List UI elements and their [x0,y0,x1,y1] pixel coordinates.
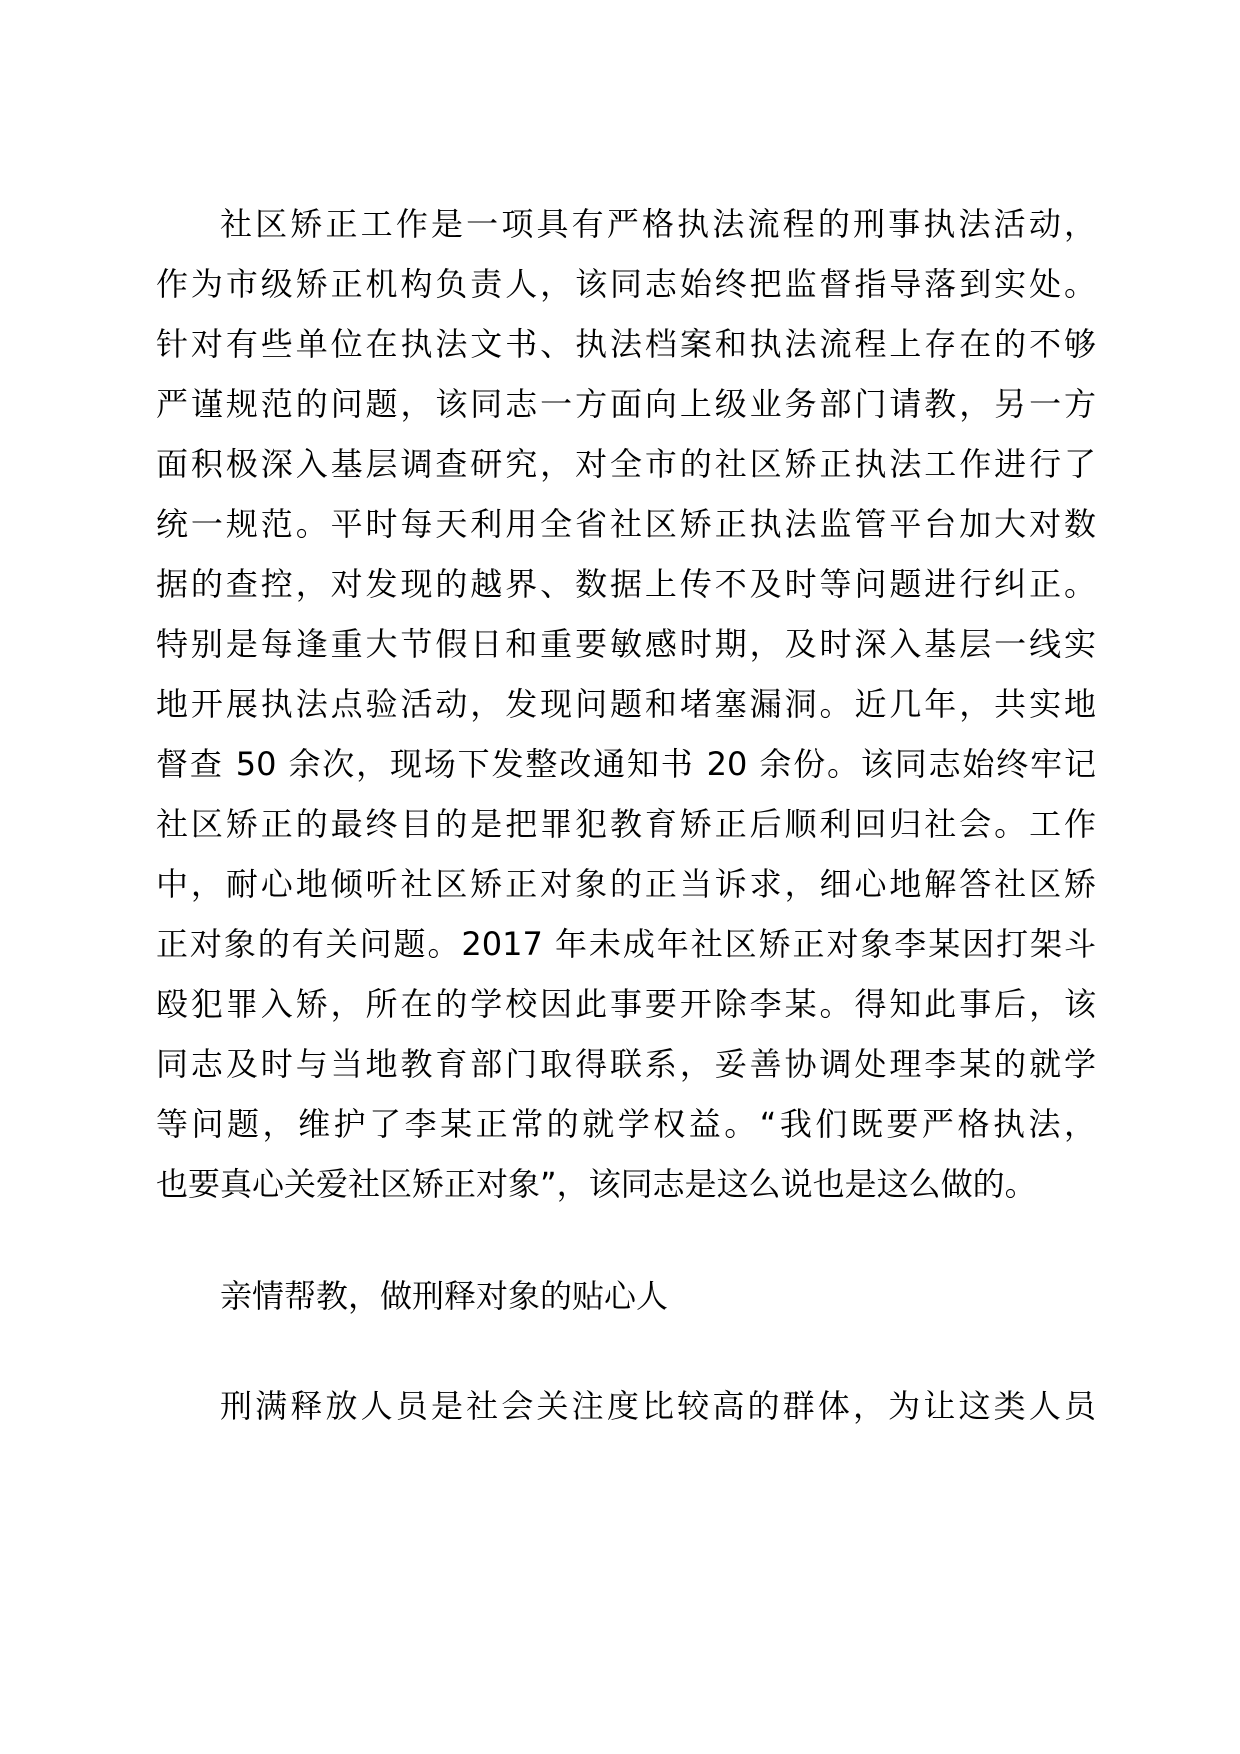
paragraph-line: 同志及时与当地教育部门取得联系，妥善协调处理李某的就学 [156,1045,1096,1083]
section-heading: 亲情帮教，做刑释对象的贴心人 [220,1277,669,1315]
paragraph-line: 地开展执法点验活动，发现问题和堵塞漏洞。近几年，共实地 [156,685,1096,723]
paragraph-line: 也要真心关爱社区矫正对象”，该同志是这么说也是这么做的。 [156,1165,1037,1203]
paragraph-line: 正对象的有关问题。2017 年未成年社区矫正对象李某因打架斗 [156,925,1096,963]
paragraph-line: 作为市级矫正机构负责人，该同志始终把监督指导落到实处。 [156,265,1096,303]
paragraph-line: 刑满释放人员是社会关注度比较高的群体，为让这类人员 [220,1387,1096,1425]
paragraph-line: 统一规范。平时每天利用全省社区矫正执法监管平台加大对数 [156,505,1096,543]
paragraph-line: 社区矫正工作是一项具有严格执法流程的刑事执法活动， [220,205,1096,243]
paragraph-line: 中，耐心地倾听社区矫正对象的正当诉求，细心地解答社区矫 [156,865,1096,903]
paragraph-line: 等问题，维护了李某正常的就学权益。“我们既要严格执法， [156,1105,1096,1143]
paragraph-line: 社区矫正的最终目的是把罪犯教育矫正后顺利回归社会。工作 [156,805,1096,843]
paragraph-line: 特别是每逢重大节假日和重要敏感时期，及时深入基层一线实 [156,625,1096,663]
paragraph-line: 殴犯罪入矫，所在的学校因此事要开除李某。得知此事后，该 [156,985,1096,1023]
paragraph-line: 严谨规范的问题，该同志一方面向上级业务部门请教，另一方 [156,385,1096,423]
paragraph-line: 针对有些单位在执法文书、执法档案和执法流程上存在的不够 [156,325,1096,363]
paragraph-line: 据的查控，对发现的越界、数据上传不及时等问题进行纠正。 [156,565,1096,603]
paragraph-line: 面积极深入基层调查研究，对全市的社区矫正执法工作进行了 [156,445,1096,483]
paragraph-line: 督查 50 余次，现场下发整改通知书 20 余份。该同志始终牢记 [156,745,1096,783]
